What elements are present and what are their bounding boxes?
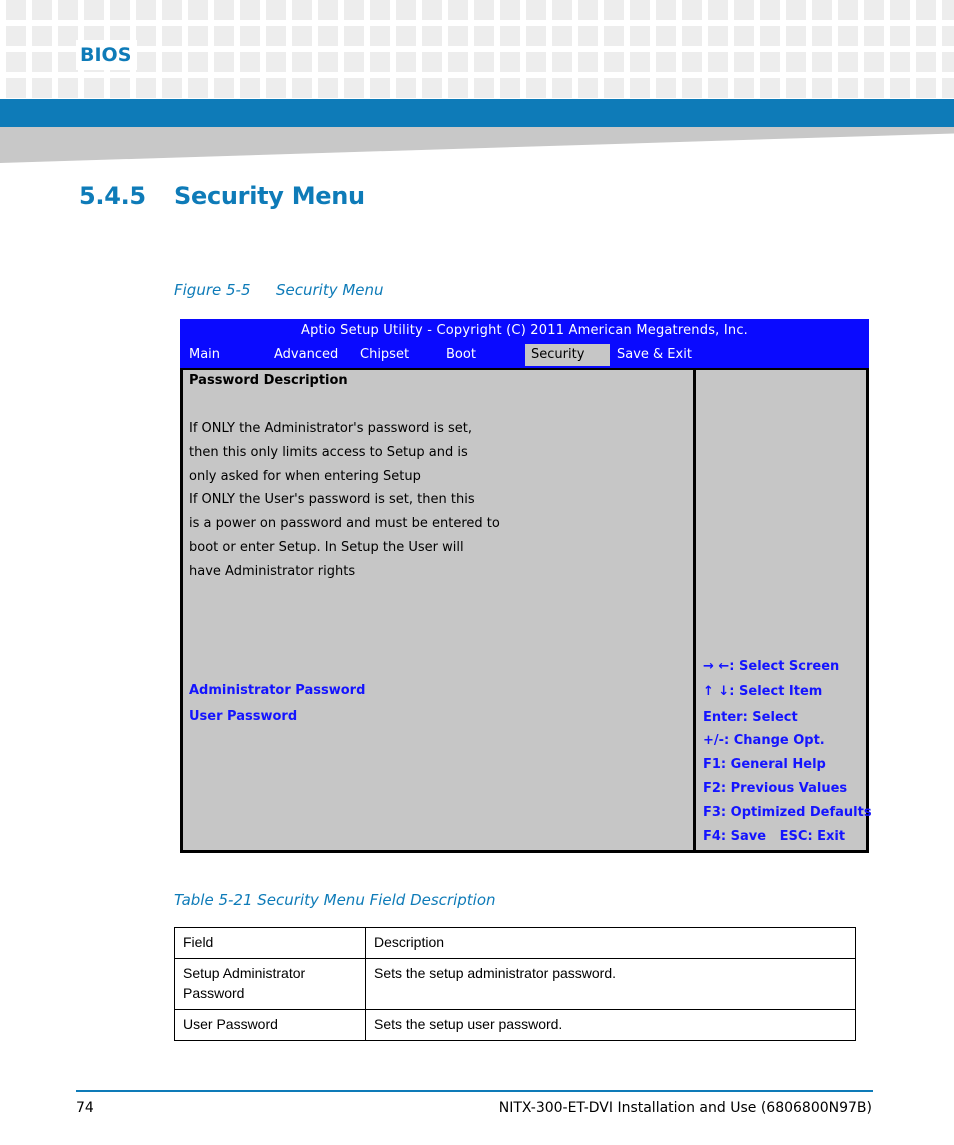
bios-description-line: If ONLY the User's password is set, then this — [189, 492, 475, 507]
figure-caption — [174, 281, 384, 299]
header-gray-wedge — [0, 127, 954, 163]
bios-help-previous-values: F2: Previous Values — [703, 781, 848, 796]
bios-screenshot — [180, 319, 872, 853]
section-number: 5.4.5 — [79, 182, 146, 210]
bios-description-line: only asked for when entering Setup — [189, 469, 421, 484]
bios-item-administrator-password[interactable]: Administrator Password — [189, 683, 366, 698]
table-cell-field: User Password — [175, 1010, 366, 1041]
section-heading — [79, 182, 365, 210]
footer-rule — [76, 1090, 873, 1092]
bios-tab-security[interactable]: Security — [525, 344, 610, 366]
bios-description-line: is a power on password and must be entered to — [189, 516, 500, 531]
bios-description-line: If ONLY the Administrator's password is set, — [189, 421, 473, 436]
bios-tab-main[interactable]: Main — [189, 347, 221, 362]
header-blue-bar — [0, 99, 954, 127]
bios-help-general-help: F1: General Help — [703, 757, 826, 772]
footer-page-number: 74 — [76, 1100, 94, 1116]
bios-tab-boot[interactable]: Boot — [446, 347, 476, 362]
table-cell-description: Sets the setup user password. — [366, 1010, 856, 1041]
table-row — [175, 1010, 856, 1041]
table-cell-description: Sets the setup administrator password. — [366, 959, 856, 1010]
bios-description-title: Password Description — [189, 373, 348, 388]
bios-description-line: have Administrator rights — [189, 564, 356, 579]
figure-number: Figure 5-5 — [174, 281, 251, 299]
header-label: BIOS — [76, 40, 137, 70]
table-header-field: Field — [175, 928, 366, 959]
bios-tab-chipset[interactable]: Chipset — [360, 347, 410, 362]
bios-help-select-screen: → ←: Select Screen — [703, 659, 840, 674]
bios-tab-advanced[interactable]: Advanced — [274, 347, 339, 362]
bios-description-line: boot or enter Setup. In Setup the User will — [189, 540, 464, 555]
bios-title: Aptio Setup Utility - Copyright (C) 2011 American Megatrends, Inc. — [301, 323, 748, 338]
bios-item-user-password[interactable]: User Password — [189, 709, 298, 724]
header-pattern — [0, 0, 954, 100]
bios-help-optimized-defaults: F3: Optimized Defaults — [703, 805, 872, 820]
table-row — [175, 959, 856, 1010]
footer-document-title: NITX-300-ET-DVI Installation and Use (6806800N97B) — [498, 1100, 872, 1116]
bios-panel-divider — [693, 368, 696, 853]
bios-help-save-exit: F4: Save ESC: Exit — [703, 829, 846, 844]
field-description-table — [174, 927, 856, 1041]
table-header-row — [175, 928, 856, 959]
bios-help-change-opt: +/-: Change Opt. — [703, 733, 825, 748]
bios-help-select-item: ↑ ↓: Select Item — [703, 684, 823, 699]
bios-help-enter: Enter: Select — [703, 710, 798, 725]
table-caption: Table 5-21 Security Menu Field Description — [174, 891, 496, 909]
bios-description-line: then this only limits access to Setup and is — [189, 445, 468, 460]
table-cell-field: Setup Administrator Password — [175, 959, 366, 1010]
table-header-description: Description — [366, 928, 856, 959]
section-title: Security Menu — [174, 182, 365, 210]
bios-tab-save-exit[interactable]: Save & Exit — [617, 347, 692, 362]
figure-title: Security Menu — [276, 281, 384, 299]
